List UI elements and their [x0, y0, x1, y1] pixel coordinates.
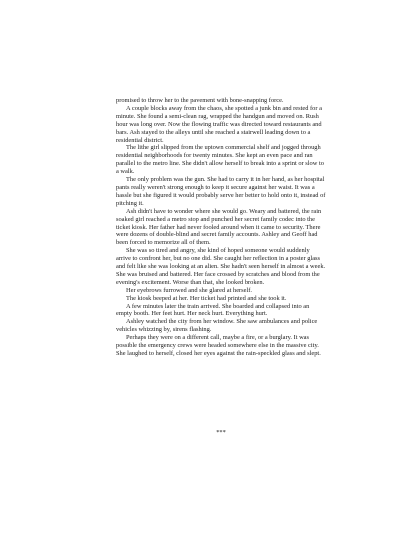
- paragraph: Perhaps they were on a different call, maybe a fire, or a burglary. It was possible the emergency crews were headed somewhere else in the massive city. She laughed to herself, closed her eyes against the rain-speckled glass and slept.: [116, 334, 321, 357]
- paragraph: The kiosk beeped at her. Her ticket had printed and she took it.: [126, 294, 287, 302]
- scene-break: ***: [216, 429, 226, 436]
- body-text: [116, 97, 326, 358]
- paragraph: Her eyebrows furrowed and she glared at herself.: [126, 286, 252, 294]
- paragraph: The lithe girl slipped from the uptown commercial shelf and jogged through residential neighborhoods for twenty minutes. She kept an even pace and ran parallel to the metro line. She didn't allow herself to break into a sprint or slow to a walk.: [116, 144, 324, 176]
- paragraph: She was so tired and angry, she kind of hoped someone would suddenly arrive to confront her, but no one did. She caught her reflection in a poster glass and felt like she was looking at an alien. She hadn't seen herself in almost a week. She was bruised and battered. Her face crossed by scratches and blood from the evening's excitement. Worse than that, she looked broken.: [116, 247, 326, 286]
- paragraph: The only problem was the gun. She had to carry it in her hand, as her hospital pants really weren't strong enough to keep it secure against her waist. It was a hassle but she figured it would probably serve her better to hold onto it, instead of pitching it.: [116, 176, 326, 207]
- paragraph: Ash didn't have to wonder where she would go. Weary and battered, the rain soaked girl reached a metro stop and punched her secret family codec into the ticket kiosk. Her father had never fooled around when it came to security. There were dozens of double-blind and secret family accounts. Ashley and Geoff had been forced to memorize all of them.: [116, 207, 322, 247]
- paragraph: Ashley watched the city from her window. She saw ambulances and police vehicles whizzing by, sirens flashing.: [116, 318, 318, 334]
- paragraph: A couple blocks away from the chaos, she spotted a junk bin and rested for a minute. She found a semi-clean rag, wrapped the handgun and moved on. Rush hour was long over. Now the flowing traffic was directed toward restaurants and bars. Ash stayed to the alleys until she reached a stairwell leading down to a residential district.: [116, 104, 322, 144]
- paragraph: A few minutes later the train arrived. She boarded and collapsed into an empty booth. Her feet hurt. Her neck hurt. Everything hurt.: [116, 302, 310, 318]
- paragraph: promised to throw her to the pavement with bone-snapping force.: [116, 97, 284, 104]
